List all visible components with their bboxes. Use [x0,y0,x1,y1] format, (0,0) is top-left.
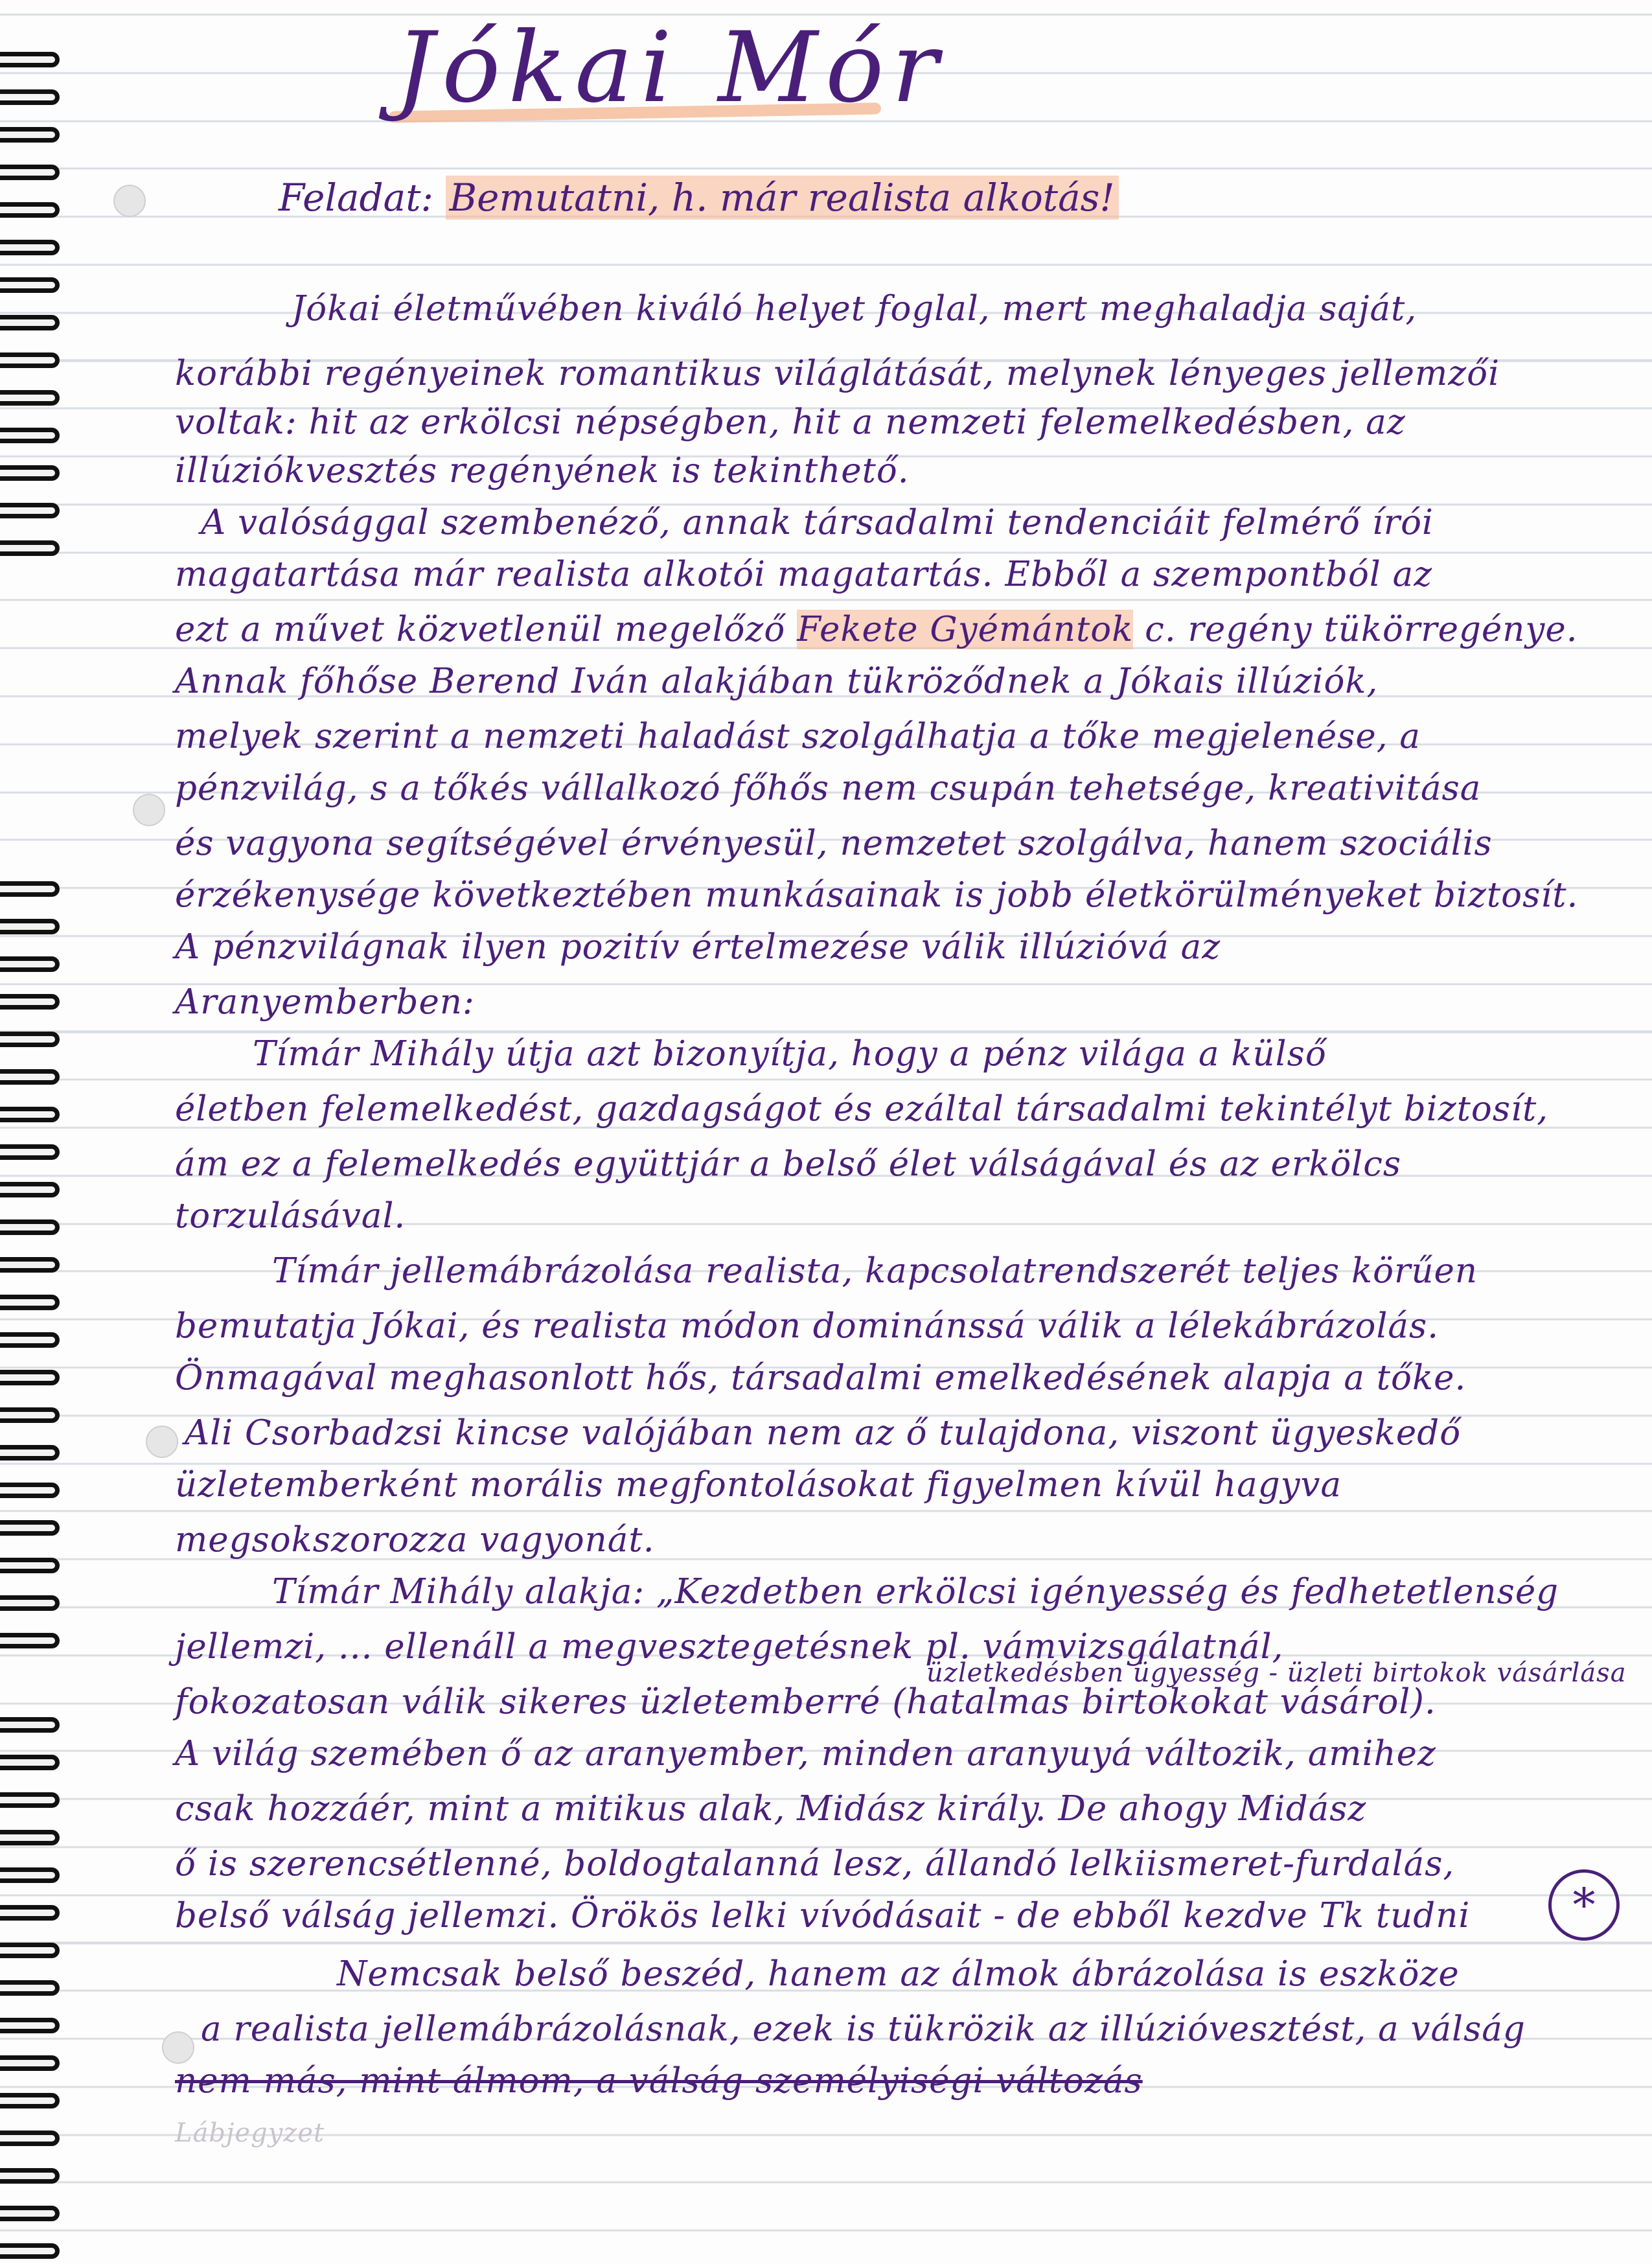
faint-note: Lábjegyzet [175,2118,325,2148]
text-line: ám ez a felemelkedés együttjár a belső élet válságával és az erkölcs [175,1144,1402,1184]
asterisk-marker: * [1548,1869,1620,1941]
crossed-out-line: nem más, mint álmom, a válság személyiségi változás [175,2061,1143,2101]
text-line: A pénzvilágnak ilyen pozitív értelmezése válik illúzióvá az [175,927,1221,967]
text-line: Önmagával meghasonlott hős, társadalmi emelkedésének alapja a tőke. [175,1358,1467,1398]
text-line: ő is szerencsétlenné, boldogtalanná lesz, állandó lelkiismeret-furdalás, [175,1844,1455,1884]
text-line: Ali Csorbadzsi kincse valójában nem az ő tulajdona, viszont ügyeskedő [185,1413,1462,1453]
text-line: korábbi regényeinek romantikus világlátását, melynek lényeges jellemzői [175,354,1500,393]
text-line: üzletemberként morális megfontolásokat figyelmen kívül hagyva [175,1465,1342,1505]
text-fragment: ezt a művet közvetlenül megelőző Fekete Gyémántok c. regény tükörregénye. [175,610,1578,649]
text-line: torzulásával. [175,1196,406,1236]
text-line: jellemzi, ... ellenáll a megvesztegetésnek pl. vámvizsgálatnál, [175,1627,1284,1667]
text-line: Annak főhőse Berend Iván alakjában tükröződnek a Jókais illúziók, [175,662,1379,701]
text-line: bemutatja Jókai, és realista módon dominánssá válik a lélekábrázolás. [175,1306,1440,1346]
text-line: magatartása már realista alkotói magatartás. Ebből a szempontból az [175,555,1433,594]
text-line: Tímár Mihály alakja: „Kezdetben erkölcsi igényesség és fedhetetlenség [272,1572,1559,1611]
text-line: Jókai életművében kiváló helyet foglal, mert meghaladja saját, [292,289,1417,329]
text-line: A valósággal szembenéző, annak társadalmi tendenciáit felmérő írói [201,503,1434,542]
text-line: fokozatosan válik sikeres üzletemberré (hatalmas birtokokat vásárol). [175,1682,1436,1722]
highlighted-book-title: Fekete Gyémántok [797,610,1134,649]
task-prefix: Feladat: [279,176,434,220]
text-line: voltak: hit az erkölcsi népségben, hit a nemzeti felemelkedésben, az [175,402,1406,442]
text-line: Tímár Mihály útja azt bizonyítja, hogy a pénz világa a külső [253,1034,1327,1074]
task-highlighted: Bemutatni, h. már realista alkotás! [446,176,1119,220]
text-line: Nemcsak belső beszéd, hanem az álmok ábrázolása is eszköze [337,1954,1460,1994]
text-line: érzékenysége következtében munkásainak is jobb életkörülményeket biztosít. [175,875,1579,915]
text-line: megsokszorozza vagyonát. [175,1520,655,1560]
text-line: melyek szerint a nemzeti haladást szolgálhatja a tőke megjelenése, a [175,717,1421,756]
text-line: pénzvilág, s a tőkés vállalkozó főhős nem csupán tehetsége, kreativitása [175,768,1482,808]
text-line: és vagyona segítségével érvényesül, nemzetet szolgálva, hanem szociális [175,824,1493,863]
text-line: csak hozzáér, mint a mitikus alak, Midász király. De ahogy Midász [175,1789,1367,1829]
text-line [175,606,1578,654]
text-line: a realista jellemábrázolásnak, ezek is tükrözik az illúzióvesztést, a válság [201,2009,1526,2049]
text-line: belső válság jellemzi. Örökös lelki vívódásait - de ebből kezdve Tk tudni [175,1896,1471,1935]
text-line: illúziókvesztés regényének is tekinthető. [175,451,910,491]
page-title: Jókai Mór [395,12,946,124]
text-line: A világ szemében ő az aranyember, minden aranyuyá változik, amihez [175,1734,1436,1773]
interlinear-note: üzletkedésben ügyesség - üzleti birtokok vásárlása [926,1658,1627,1688]
text-line: Tímár jellemábrázolása realista, kapcsolatrendszerét teljes körűen [272,1251,1478,1291]
text-line: Aranyemberben: [175,982,475,1022]
text-line: életben felemelkedést, gazdagságot és ezáltal társadalmi tekintélyt biztosít, [175,1089,1549,1129]
